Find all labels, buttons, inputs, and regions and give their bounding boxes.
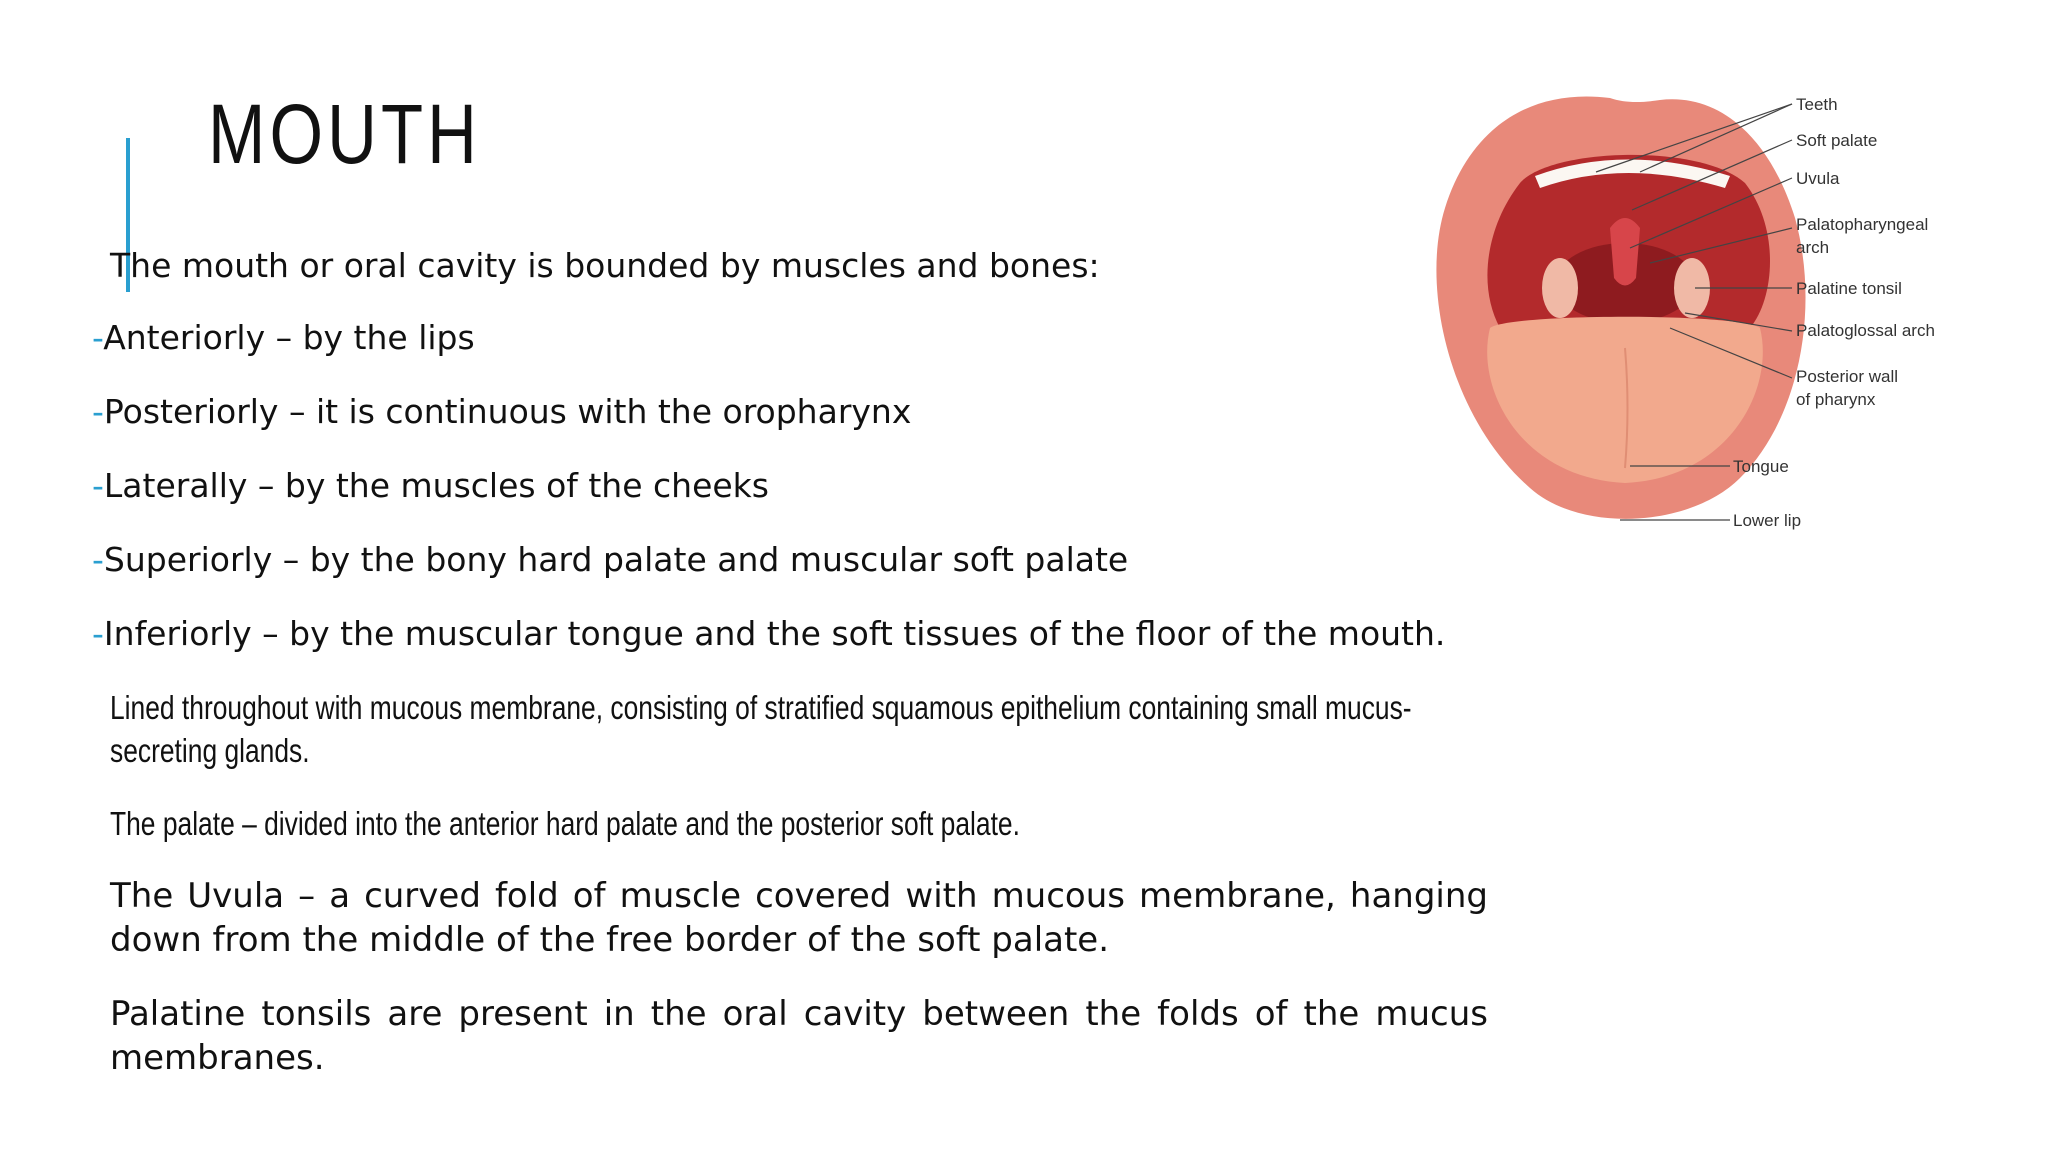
left-tonsil — [1542, 258, 1578, 318]
bullet-text: Posteriorly – it is continuous with the oropharynx — [103, 392, 912, 431]
bullet-text: Laterally – by the muscles of the cheeks — [103, 466, 769, 505]
label-of-pharynx: of pharynx — [1796, 390, 1876, 409]
label-posterior-wall: Posterior wall — [1796, 367, 1899, 386]
boundary-list — [92, 316, 1445, 686]
mouth-anatomy-diagram — [1400, 88, 1935, 538]
uvula-text: The Uvula – a curved fold of muscle covered with mucous membrane, hanging down from the middle of the free border of the soft palate. — [110, 876, 1488, 960]
slide-title: MOUTH — [208, 87, 482, 181]
bullet-dash: - — [92, 540, 104, 579]
bullet-dash: - — [92, 614, 104, 653]
list-item — [92, 538, 1445, 612]
bullet-dash: - — [92, 466, 104, 505]
bullet-dash: - — [92, 392, 104, 431]
label-tongue: Tongue — [1733, 457, 1789, 476]
label-uvula: Uvula — [1796, 169, 1840, 188]
tonsils-text: Palatine tonsils are present in the oral cavity between the folds of the mucus membranes. — [110, 994, 1488, 1078]
mouth-illustration — [1400, 88, 1935, 538]
intro-text: The mouth or oral cavity is bounded by muscles and bones: — [110, 246, 1100, 285]
list-item — [92, 316, 1445, 390]
label-teeth: Teeth — [1796, 95, 1838, 114]
list-item — [92, 612, 1445, 686]
label-soft-palate: Soft palate — [1796, 131, 1878, 150]
bullet-text: Inferiorly – by the muscular tongue and the soft tissues of the floor of the mouth. — [103, 614, 1446, 653]
bullet-text: Superiorly – by the bony hard palate and muscular soft palate — [103, 540, 1129, 579]
uvula-shape — [1610, 218, 1640, 286]
label-lower-lip: Lower lip — [1733, 511, 1802, 530]
list-item — [92, 464, 1445, 538]
label-palatopharyngeal: Palatopharyngeal — [1796, 215, 1929, 234]
label-palatopharyngeal-arch: arch — [1796, 238, 1830, 257]
label-palatoglossal-arch: Palatoglossal arch — [1796, 321, 1935, 340]
palate-text: The palate – divided into the anterior hard palate and the posterior soft palate. — [110, 805, 1020, 842]
mucous-membrane-text: Lined throughout with mucous membrane, consisting of stratified squamous epithelium containing small mucus-secreting glands. — [110, 689, 1412, 769]
bullet-text: Anteriorly – by the lips — [103, 318, 475, 357]
bullet-dash: - — [92, 318, 104, 357]
list-item — [92, 390, 1445, 464]
label-palatine-tonsil: Palatine tonsil — [1796, 279, 1902, 298]
